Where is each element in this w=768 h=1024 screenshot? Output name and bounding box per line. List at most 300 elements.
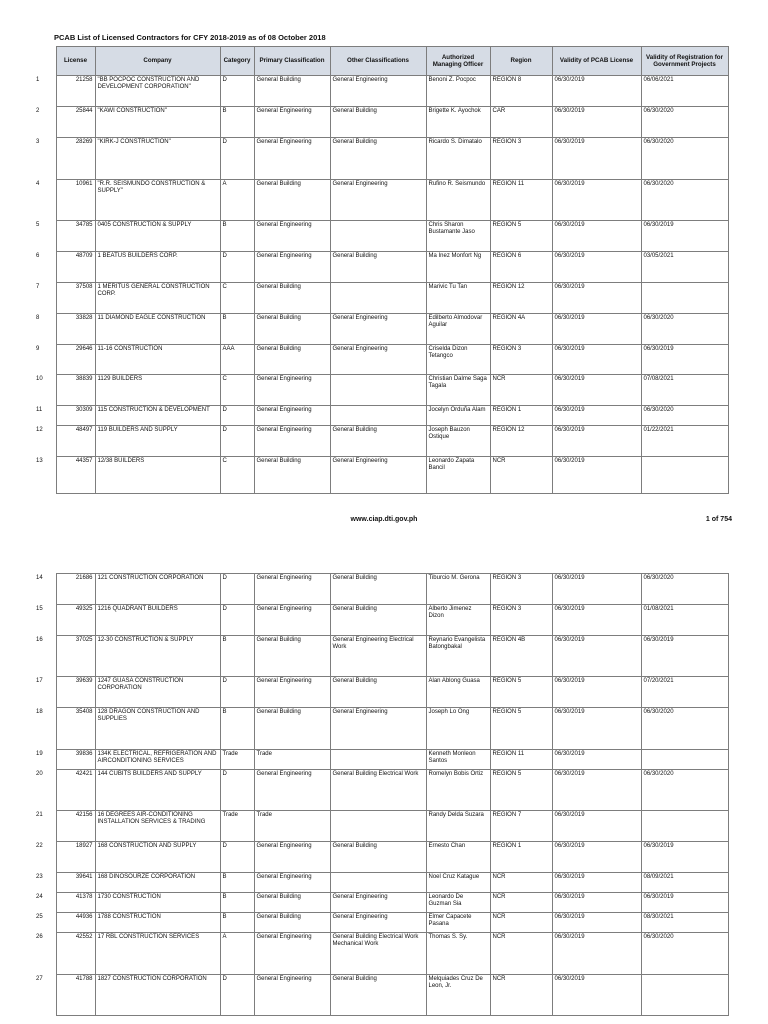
category-cell: D (220, 406, 254, 426)
primary-classification-cell: General Engineering (254, 975, 330, 1016)
category-cell: B (220, 913, 254, 933)
gov-registration-validity-cell (641, 811, 728, 842)
row-number: 9 (34, 345, 56, 375)
column-header-gov-registration-validity: Validity of Registration for Government Projects (641, 47, 728, 76)
company-cell: 17 RBL CONSTRUCTION SERVICES (95, 933, 220, 975)
license-cell: 49325 (56, 605, 95, 636)
gov-registration-validity-cell: 08/09/2021 (641, 873, 728, 893)
column-header-primary-classification: Primary Classification (254, 47, 330, 76)
primary-classification-cell: General Building (254, 76, 330, 107)
pcab-validity-cell: 06/30/2019 (552, 677, 641, 708)
primary-classification-cell: Trade (254, 750, 330, 770)
category-cell: D (220, 252, 254, 283)
region-cell: REGION 3 (490, 138, 552, 180)
table-row (34, 842, 728, 873)
company-cell: 121 CONSTRUCTION CORPORATION (95, 574, 220, 605)
table-row (34, 893, 728, 913)
managing-officer-cell: Rufino R. Seismundo (426, 180, 490, 221)
other-classifications-cell: General Building (330, 574, 426, 605)
other-classifications-cell (330, 375, 426, 406)
category-cell: Trade (220, 811, 254, 842)
other-classifications-cell: General Engineering (330, 708, 426, 750)
primary-classification-cell: General Engineering (254, 221, 330, 252)
license-cell: 34785 (56, 221, 95, 252)
other-classifications-cell: General Building (330, 842, 426, 873)
footer-page-number: 1 of 754 (705, 516, 732, 523)
primary-classification-cell: Trade (254, 811, 330, 842)
other-classifications-cell (330, 873, 426, 893)
company-cell: "KIRK-J CONSTRUCTION" (95, 138, 220, 180)
region-cell: REGION 11 (490, 180, 552, 221)
company-cell: "KAWI CONSTRUCTION" (95, 107, 220, 138)
category-cell: C (220, 375, 254, 406)
table-row (34, 221, 728, 252)
table-row (34, 180, 728, 221)
category-cell: D (220, 677, 254, 708)
category-cell: B (220, 873, 254, 893)
gov-registration-validity-cell: 06/06/2021 (641, 76, 728, 107)
license-cell: 25844 (56, 107, 95, 138)
pcab-validity-cell: 06/30/2019 (552, 180, 641, 221)
region-cell: NCR (490, 933, 552, 975)
company-cell: 115 CONSTRUCTION & DEVELOPMENT (95, 406, 220, 426)
column-header-pcab-validity: Validity of PCAB License (552, 47, 641, 76)
gov-registration-validity-cell: 06/30/2020 (641, 107, 728, 138)
company-cell: 12/38 BUILDERS (95, 457, 220, 494)
category-cell: C (220, 457, 254, 494)
contractors-table-page-2 (34, 573, 729, 1016)
column-header-managing-officer: Authorized Managing Officer (426, 47, 490, 76)
region-cell: REGION 8 (490, 76, 552, 107)
company-cell: 1730 CONSTRUCTION (95, 893, 220, 913)
document-title: PCAB List of Licensed Contractors for CFY 2018-2019 as of 08 October 2018 (54, 33, 326, 42)
license-cell: 21258 (56, 76, 95, 107)
other-classifications-cell (330, 221, 426, 252)
other-classifications-cell (330, 283, 426, 314)
table-row (34, 933, 728, 975)
gov-registration-validity-cell: 01/08/2021 (641, 605, 728, 636)
region-cell: REGION 12 (490, 283, 552, 314)
row-number: 10 (34, 375, 56, 406)
license-cell: 30309 (56, 406, 95, 426)
row-number: 8 (34, 314, 56, 345)
other-classifications-cell: General Engineering (330, 913, 426, 933)
region-cell: NCR (490, 975, 552, 1016)
category-cell: D (220, 605, 254, 636)
row-number: 25 (34, 913, 56, 933)
region-cell: REGION 3 (490, 574, 552, 605)
license-cell: 41378 (56, 893, 95, 913)
other-classifications-cell: General Building (330, 426, 426, 457)
row-number: 24 (34, 893, 56, 913)
pcab-validity-cell: 06/30/2019 (552, 76, 641, 107)
license-cell: 44357 (56, 457, 95, 494)
region-cell: REGION 12 (490, 426, 552, 457)
gov-registration-validity-cell: 06/30/2020 (641, 180, 728, 221)
license-cell: 42156 (56, 811, 95, 842)
company-cell: 134K ELECTRICAL, REFRIGERATION AND AIRCONDITIONING SERVICES (95, 750, 220, 770)
managing-officer-cell: Elmer Capacete Pasana (426, 913, 490, 933)
row-number: 2 (34, 107, 56, 138)
company-cell: 16 DEGREES AIR-CONDITIONING INSTALLATION SERVICES & TRADING (95, 811, 220, 842)
pcab-validity-cell: 06/30/2019 (552, 345, 641, 375)
gov-registration-validity-cell: 07/20/2021 (641, 677, 728, 708)
managing-officer-cell: Criselda Dizon Tetangco (426, 345, 490, 375)
table-row (34, 750, 728, 770)
row-number: 15 (34, 605, 56, 636)
gov-registration-validity-cell: 03/05/2021 (641, 252, 728, 283)
region-cell: REGION 5 (490, 770, 552, 811)
gov-registration-validity-cell: 06/30/2019 (641, 893, 728, 913)
table-row (34, 314, 728, 345)
gov-registration-validity-cell: 07/08/2021 (641, 375, 728, 406)
region-cell: REGION 5 (490, 677, 552, 708)
table-row (34, 636, 728, 677)
column-header-region: Region (490, 47, 552, 76)
category-cell: B (220, 636, 254, 677)
category-cell: AAA (220, 345, 254, 375)
region-cell: NCR (490, 873, 552, 893)
other-classifications-cell: General Building (330, 677, 426, 708)
gov-registration-validity-cell (641, 283, 728, 314)
region-cell: REGION 7 (490, 811, 552, 842)
managing-officer-cell: Leonardo De Guzman Sia (426, 893, 490, 913)
other-classifications-cell (330, 750, 426, 770)
pcab-validity-cell: 06/30/2019 (552, 873, 641, 893)
pcab-validity-cell: 06/30/2019 (552, 375, 641, 406)
license-cell: 35408 (56, 708, 95, 750)
row-number: 20 (34, 770, 56, 811)
primary-classification-cell: General Building (254, 913, 330, 933)
pcab-validity-cell: 06/30/2019 (552, 933, 641, 975)
pcab-validity-cell: 06/30/2019 (552, 811, 641, 842)
column-header-other-classifications: Other Classifications (330, 47, 426, 76)
row-number: 18 (34, 708, 56, 750)
other-classifications-cell: General Building (330, 605, 426, 636)
pcab-validity-cell: 06/30/2019 (552, 913, 641, 933)
pcab-validity-cell: 06/30/2019 (552, 138, 641, 180)
column-header-license: License (56, 47, 95, 76)
region-cell: REGION 5 (490, 708, 552, 750)
other-classifications-cell (330, 406, 426, 426)
region-cell: NCR (490, 375, 552, 406)
company-cell: 1129 BUILDERS (95, 375, 220, 406)
gov-registration-validity-cell: 06/30/2020 (641, 770, 728, 811)
pcab-validity-cell: 06/30/2019 (552, 107, 641, 138)
other-classifications-cell: General Engineering (330, 457, 426, 494)
primary-classification-cell: General Engineering (254, 677, 330, 708)
contractors-table-page-1 (34, 46, 729, 494)
table-row (34, 283, 728, 314)
company-cell: 168 DINOSOURZE CORPORATION (95, 873, 220, 893)
table-row (34, 252, 728, 283)
other-classifications-cell: General Engineering (330, 893, 426, 913)
table-row (34, 975, 728, 1016)
table-row (34, 811, 728, 842)
primary-classification-cell: General Building (254, 708, 330, 750)
row-number: 4 (34, 180, 56, 221)
region-cell: REGION 3 (490, 345, 552, 375)
primary-classification-cell: General Building (254, 457, 330, 494)
table-header-row (34, 47, 728, 76)
category-cell: D (220, 138, 254, 180)
region-cell: REGION 1 (490, 842, 552, 873)
gov-registration-validity-cell: 06/30/2019 (641, 221, 728, 252)
primary-classification-cell: General Engineering (254, 933, 330, 975)
managing-officer-cell: Alan Ablong Guasa (426, 677, 490, 708)
pcab-validity-cell: 06/30/2019 (552, 975, 641, 1016)
region-cell: NCR (490, 913, 552, 933)
pcab-validity-cell: 06/30/2019 (552, 708, 641, 750)
table-row (34, 345, 728, 375)
row-number-header (34, 47, 56, 76)
pcab-validity-cell: 06/30/2019 (552, 457, 641, 494)
category-cell: A (220, 180, 254, 221)
row-number: 12 (34, 426, 56, 457)
category-cell: B (220, 107, 254, 138)
managing-officer-cell: Thomas S. Sy. (426, 933, 490, 975)
license-cell: 38839 (56, 375, 95, 406)
primary-classification-cell: General Engineering (254, 107, 330, 138)
pcab-validity-cell: 06/30/2019 (552, 842, 641, 873)
gov-registration-validity-cell: 06/30/2020 (641, 708, 728, 750)
region-cell: NCR (490, 893, 552, 913)
other-classifications-cell: General Building (330, 252, 426, 283)
pcab-validity-cell: 06/30/2019 (552, 750, 641, 770)
region-cell: REGION 5 (490, 221, 552, 252)
company-cell: 1216 QUADRANT BUILDERS (95, 605, 220, 636)
primary-classification-cell: General Engineering (254, 138, 330, 180)
other-classifications-cell: General Building (330, 138, 426, 180)
other-classifications-cell: General Building (330, 975, 426, 1016)
primary-classification-cell: General Building (254, 180, 330, 221)
primary-classification-cell: General Engineering (254, 574, 330, 605)
category-cell: B (220, 708, 254, 750)
gov-registration-validity-cell: 06/30/2020 (641, 314, 728, 345)
license-cell: 39836 (56, 750, 95, 770)
primary-classification-cell: General Engineering (254, 426, 330, 457)
license-cell: 48709 (56, 252, 95, 283)
company-cell: 1788 CONSTRUCTION (95, 913, 220, 933)
license-cell: 42421 (56, 770, 95, 811)
primary-classification-cell: General Engineering (254, 770, 330, 811)
company-cell: 11 DIAMOND EAGLE CONSTRUCTION (95, 314, 220, 345)
managing-officer-cell: Melquiades Cruz De Leon, Jr. (426, 975, 490, 1016)
row-number: 17 (34, 677, 56, 708)
table-row (34, 770, 728, 811)
company-cell: 119 BUILDERS AND SUPPLY (95, 426, 220, 457)
gov-registration-validity-cell: 06/30/2020 (641, 574, 728, 605)
gov-registration-validity-cell (641, 457, 728, 494)
primary-classification-cell: General Building (254, 283, 330, 314)
other-classifications-cell: General Building (330, 107, 426, 138)
license-cell: 44936 (56, 913, 95, 933)
category-cell: B (220, 893, 254, 913)
table-row (34, 107, 728, 138)
managing-officer-cell: Ernesto Chan (426, 842, 490, 873)
company-cell: 128 DRAGON CONSTRUCTION AND SUPPLIES (95, 708, 220, 750)
managing-officer-cell: Brigette K. Ayochok (426, 107, 490, 138)
managing-officer-cell: Jocelyn Orduña Alam (426, 406, 490, 426)
category-cell: D (220, 574, 254, 605)
managing-officer-cell: Tiburcio M. Gerona (426, 574, 490, 605)
region-cell: REGION 6 (490, 252, 552, 283)
region-cell: REGION 1 (490, 406, 552, 426)
table-row (34, 426, 728, 457)
table-row (34, 406, 728, 426)
region-cell: REGION 4B (490, 636, 552, 677)
row-number: 13 (34, 457, 56, 494)
managing-officer-cell: Noel Cruz Katague (426, 873, 490, 893)
category-cell: B (220, 221, 254, 252)
license-cell: 48497 (56, 426, 95, 457)
managing-officer-cell: Reynario Evangelista Batongbakal (426, 636, 490, 677)
company-cell: "R.R. SEISMUNDO CONSTRUCTION & SUPPLY" (95, 180, 220, 221)
row-number: 1 (34, 76, 56, 107)
gov-registration-validity-cell: 06/30/2019 (641, 842, 728, 873)
company-cell: 12-30 CONSTRUCTION & SUPPLY (95, 636, 220, 677)
category-cell: Trade (220, 750, 254, 770)
company-cell: 11-16 CONSTRUCTION (95, 345, 220, 375)
managing-officer-cell: Romelyn Bobis Ortiz (426, 770, 490, 811)
primary-classification-cell: General Engineering (254, 406, 330, 426)
other-classifications-cell: General Engineering (330, 180, 426, 221)
gov-registration-validity-cell: 06/30/2020 (641, 138, 728, 180)
company-cell: 144 CUBITS BUILDERS AND SUPPLY (95, 770, 220, 811)
license-cell: 21686 (56, 574, 95, 605)
managing-officer-cell: Marivic Tu Tan (426, 283, 490, 314)
managing-officer-cell: Christian Dalme Saga Tagala (426, 375, 490, 406)
company-cell: 168 CONSTRUCTION AND SUPPLY (95, 842, 220, 873)
managing-officer-cell: Joseph Lo Ong (426, 708, 490, 750)
category-cell: B (220, 314, 254, 345)
gov-registration-validity-cell (641, 975, 728, 1016)
gov-registration-validity-cell: 08/30/2021 (641, 913, 728, 933)
row-number: 3 (34, 138, 56, 180)
company-cell: 1 MERITUS GENERAL CONSTRUCTION CORP. (95, 283, 220, 314)
company-cell: 1247 GUASA CONSTRUCTION CORPORATION (95, 677, 220, 708)
category-cell: D (220, 975, 254, 1016)
primary-classification-cell: General Engineering (254, 842, 330, 873)
managing-officer-cell: Edilberto Almodovar Aguilar (426, 314, 490, 345)
table-row (34, 375, 728, 406)
row-number: 6 (34, 252, 56, 283)
pcab-validity-cell: 06/30/2019 (552, 252, 641, 283)
region-cell: REGION 4A (490, 314, 552, 345)
company-cell: "BB POCPOC CONSTRUCTION AND DEVELOPMENT CORPORATION" (95, 76, 220, 107)
other-classifications-cell (330, 811, 426, 842)
region-cell: REGION 11 (490, 750, 552, 770)
managing-officer-cell: Benoni Z. Pocpoc (426, 76, 490, 107)
other-classifications-cell: General Building Electrical Work Mechanical Work (330, 933, 426, 975)
license-cell: 37025 (56, 636, 95, 677)
table-row (34, 457, 728, 494)
row-number: 21 (34, 811, 56, 842)
other-classifications-cell: General Engineering (330, 76, 426, 107)
managing-officer-cell: Ricardo S. Dimatalo (426, 138, 490, 180)
row-number: 22 (34, 842, 56, 873)
other-classifications-cell: General Building Electrical Work (330, 770, 426, 811)
region-cell: REGION 3 (490, 605, 552, 636)
primary-classification-cell: General Building (254, 314, 330, 345)
license-cell: 29646 (56, 345, 95, 375)
table-row (34, 913, 728, 933)
table-body-page-2 (34, 574, 728, 1016)
category-cell: D (220, 770, 254, 811)
row-number: 16 (34, 636, 56, 677)
managing-officer-cell: Kenneth Monleon Santos (426, 750, 490, 770)
license-cell: 28269 (56, 138, 95, 180)
pcab-validity-cell: 06/30/2019 (552, 221, 641, 252)
table-row (34, 574, 728, 605)
category-cell: D (220, 76, 254, 107)
category-cell: C (220, 283, 254, 314)
row-number: 11 (34, 406, 56, 426)
company-cell: 1827 CONSTRUCTION CORPORATION (95, 975, 220, 1016)
row-number: 7 (34, 283, 56, 314)
license-cell: 42552 (56, 933, 95, 975)
gov-registration-validity-cell: 01/22/2021 (641, 426, 728, 457)
row-number: 14 (34, 574, 56, 605)
region-cell: CAR (490, 107, 552, 138)
category-cell: D (220, 842, 254, 873)
company-cell: 1 BEATUS BUILDERS CORP. (95, 252, 220, 283)
primary-classification-cell: General Engineering (254, 605, 330, 636)
managing-officer-cell: Chris Sharon Bustamante Jaso (426, 221, 490, 252)
other-classifications-cell: General Engineering Electrical Work (330, 636, 426, 677)
license-cell: 39639 (56, 677, 95, 708)
license-cell: 37508 (56, 283, 95, 314)
region-cell: NCR (490, 457, 552, 494)
table-row (34, 76, 728, 107)
license-cell: 41788 (56, 975, 95, 1016)
primary-classification-cell: General Engineering (254, 252, 330, 283)
table-row (34, 138, 728, 180)
gov-registration-validity-cell: 06/30/2020 (641, 406, 728, 426)
pcab-validity-cell: 06/30/2019 (552, 636, 641, 677)
pcab-validity-cell: 06/30/2019 (552, 893, 641, 913)
license-cell: 33828 (56, 314, 95, 345)
row-number: 5 (34, 221, 56, 252)
managing-officer-cell: Randy Delda Suzara (426, 811, 490, 842)
other-classifications-cell: General Engineering (330, 345, 426, 375)
license-cell: 10961 (56, 180, 95, 221)
company-cell: 0405 CONSTRUCTION & SUPPLY (95, 221, 220, 252)
gov-registration-validity-cell: 06/30/2019 (641, 636, 728, 677)
gov-registration-validity-cell (641, 750, 728, 770)
row-number: 19 (34, 750, 56, 770)
row-number: 27 (34, 975, 56, 1016)
pcab-validity-cell: 06/30/2019 (552, 574, 641, 605)
pcab-validity-cell: 06/30/2019 (552, 770, 641, 811)
pcab-validity-cell: 06/30/2019 (552, 314, 641, 345)
table-row (34, 708, 728, 750)
category-cell: D (220, 426, 254, 457)
column-header-category: Category (220, 47, 254, 76)
row-number: 26 (34, 933, 56, 975)
primary-classification-cell: General Building (254, 345, 330, 375)
pcab-validity-cell: 06/30/2019 (552, 406, 641, 426)
gov-registration-validity-cell: 06/30/2020 (641, 933, 728, 975)
managing-officer-cell: Alberto Jimenez Dizon (426, 605, 490, 636)
primary-classification-cell: General Engineering (254, 375, 330, 406)
managing-officer-cell: Joseph Bauzon Ostique (426, 426, 490, 457)
footer-website: www.ciap.dti.gov.ph (350, 516, 418, 523)
column-header-company: Company (95, 47, 220, 76)
category-cell: A (220, 933, 254, 975)
license-cell: 39641 (56, 873, 95, 893)
table-row (34, 677, 728, 708)
